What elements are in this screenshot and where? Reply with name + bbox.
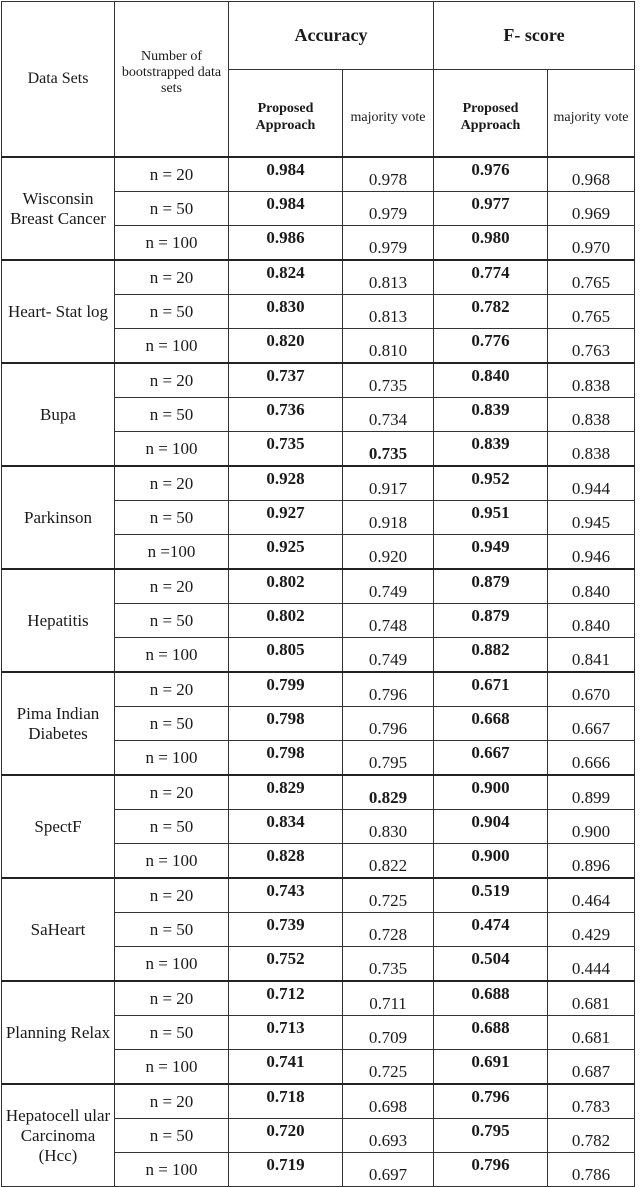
accuracy-majority-cell: 0.697 <box>343 1153 434 1187</box>
accuracy-majority-cell: 0.735 <box>343 363 434 398</box>
accuracy-majority-cell: 0.725 <box>343 878 434 913</box>
fscore-majority-cell: 0.783 <box>548 1084 635 1119</box>
fscore-majority-cell: 0.838 <box>548 398 635 432</box>
fscore-proposed-cell: 0.796 <box>434 1153 548 1187</box>
bootstrap-count-cell: n = 20 <box>115 466 229 501</box>
table-row <box>2 775 635 810</box>
fscore-proposed-cell: 0.879 <box>434 569 548 604</box>
bootstrap-count-cell: n = 100 <box>115 741 229 776</box>
table-row <box>2 157 635 192</box>
bootstrap-count-cell: n = 50 <box>115 1016 229 1050</box>
bootstrap-count-cell: n = 20 <box>115 363 229 398</box>
accuracy-majority-cell: 0.734 <box>343 398 434 432</box>
accuracy-proposed-cell: 0.802 <box>229 569 343 604</box>
fscore-majority-cell: 0.444 <box>548 947 635 982</box>
fscore-majority-cell: 0.946 <box>548 535 635 570</box>
accuracy-majority-cell: 0.918 <box>343 501 434 535</box>
accuracy-proposed-cell: 0.820 <box>229 329 343 364</box>
dataset-name-cell: Heart- Stat log <box>2 260 115 363</box>
bootstrap-count-cell: n = 50 <box>115 604 229 638</box>
accuracy-majority-cell: 0.920 <box>343 535 434 570</box>
fscore-proposed-cell: 0.795 <box>434 1119 548 1153</box>
accuracy-proposed-cell: 0.984 <box>229 157 343 192</box>
bootstrap-count-cell: n = 20 <box>115 878 229 913</box>
fscore-majority-cell: 0.464 <box>548 878 635 913</box>
fscore-majority-cell: 0.944 <box>548 466 635 501</box>
bootstrap-count-cell: n = 100 <box>115 1050 229 1085</box>
accuracy-proposed-cell: 0.712 <box>229 981 343 1016</box>
fscore-proposed-cell: 0.474 <box>434 913 548 947</box>
fscore-majority-cell: 0.838 <box>548 363 635 398</box>
header-accuracy-majority: majority vote <box>343 70 434 158</box>
bootstrap-count-cell: n = 20 <box>115 1084 229 1119</box>
bootstrap-count-cell: n = 100 <box>115 638 229 673</box>
bootstrap-count-cell: n = 50 <box>115 1119 229 1153</box>
bootstrap-count-cell: n = 50 <box>115 192 229 226</box>
accuracy-majority-cell: 0.979 <box>343 226 434 261</box>
bootstrap-count-cell: n = 50 <box>115 707 229 741</box>
fscore-majority-cell: 0.896 <box>548 844 635 879</box>
fscore-majority-cell: 0.840 <box>548 569 635 604</box>
table-row <box>2 466 635 501</box>
fscore-proposed-cell: 0.949 <box>434 535 548 570</box>
accuracy-proposed-cell: 0.798 <box>229 707 343 741</box>
fscore-majority-cell: 0.899 <box>548 775 635 810</box>
fscore-proposed-cell: 0.839 <box>434 398 548 432</box>
table-row <box>2 1084 635 1119</box>
dataset-name-cell: Hepatocell ular Carcinoma (Hcc) <box>2 1084 115 1187</box>
dataset-name-cell: Wisconsin Breast Cancer <box>2 157 115 260</box>
fscore-proposed-cell: 0.977 <box>434 192 548 226</box>
dataset-name-cell: Bupa <box>2 363 115 466</box>
accuracy-majority-cell: 0.725 <box>343 1050 434 1085</box>
accuracy-proposed-cell: 0.713 <box>229 1016 343 1050</box>
fscore-proposed-cell: 0.776 <box>434 329 548 364</box>
fscore-proposed-cell: 0.504 <box>434 947 548 982</box>
fscore-proposed-cell: 0.839 <box>434 432 548 467</box>
dataset-name-cell: SaHeart <box>2 878 115 981</box>
fscore-majority-cell: 0.666 <box>548 741 635 776</box>
header-accuracy: Accuracy <box>229 2 434 70</box>
bootstrap-count-cell: n = 20 <box>115 569 229 604</box>
fscore-majority-cell: 0.969 <box>548 192 635 226</box>
fscore-proposed-cell: 0.667 <box>434 741 548 776</box>
accuracy-majority-cell: 0.749 <box>343 638 434 673</box>
accuracy-majority-cell: 0.693 <box>343 1119 434 1153</box>
accuracy-majority-cell: 0.796 <box>343 707 434 741</box>
bootstrap-count-cell: n = 50 <box>115 501 229 535</box>
table-row <box>2 363 635 398</box>
accuracy-proposed-cell: 0.834 <box>229 810 343 844</box>
accuracy-majority-cell: 0.810 <box>343 329 434 364</box>
bootstrap-count-cell: n = 20 <box>115 775 229 810</box>
accuracy-proposed-cell: 0.718 <box>229 1084 343 1119</box>
fscore-majority-cell: 0.786 <box>548 1153 635 1187</box>
accuracy-proposed-cell: 0.752 <box>229 947 343 982</box>
accuracy-proposed-cell: 0.829 <box>229 775 343 810</box>
accuracy-proposed-cell: 0.928 <box>229 466 343 501</box>
fscore-majority-cell: 0.765 <box>548 260 635 295</box>
accuracy-majority-cell: 0.796 <box>343 672 434 707</box>
fscore-majority-cell: 0.681 <box>548 981 635 1016</box>
accuracy-proposed-cell: 0.798 <box>229 741 343 776</box>
dataset-name-cell: Pima Indian Diabetes <box>2 672 115 775</box>
accuracy-majority-cell: 0.748 <box>343 604 434 638</box>
fscore-majority-cell: 0.900 <box>548 810 635 844</box>
accuracy-majority-cell: 0.813 <box>343 295 434 329</box>
accuracy-proposed-cell: 0.830 <box>229 295 343 329</box>
header-data-sets: Data Sets <box>2 2 115 158</box>
accuracy-majority-cell: 0.795 <box>343 741 434 776</box>
bootstrap-count-cell: n = 50 <box>115 810 229 844</box>
accuracy-proposed-cell: 0.927 <box>229 501 343 535</box>
accuracy-majority-cell: 0.917 <box>343 466 434 501</box>
accuracy-proposed-cell: 0.805 <box>229 638 343 673</box>
header-fscore-proposed: Proposed Approach <box>434 70 548 158</box>
bootstrap-count-cell: n = 20 <box>115 260 229 295</box>
fscore-majority-cell: 0.763 <box>548 329 635 364</box>
header-number-of-bootstrapped: Number of bootstrapped data sets <box>115 2 229 158</box>
accuracy-proposed-cell: 0.720 <box>229 1119 343 1153</box>
fscore-proposed-cell: 0.900 <box>434 775 548 810</box>
fscore-majority-cell: 0.765 <box>548 295 635 329</box>
fscore-proposed-cell: 0.671 <box>434 672 548 707</box>
accuracy-proposed-cell: 0.802 <box>229 604 343 638</box>
header-fscore: F- score <box>434 2 635 70</box>
results-table <box>1 1 635 1187</box>
accuracy-majority-cell: 0.979 <box>343 192 434 226</box>
fscore-proposed-cell: 0.952 <box>434 466 548 501</box>
fscore-proposed-cell: 0.840 <box>434 363 548 398</box>
accuracy-majority-cell: 0.829 <box>343 775 434 810</box>
fscore-majority-cell: 0.840 <box>548 604 635 638</box>
accuracy-majority-cell: 0.830 <box>343 810 434 844</box>
fscore-proposed-cell: 0.976 <box>434 157 548 192</box>
fscore-proposed-cell: 0.796 <box>434 1084 548 1119</box>
dataset-name-cell: Planning Relax <box>2 981 115 1084</box>
accuracy-majority-cell: 0.709 <box>343 1016 434 1050</box>
fscore-majority-cell: 0.970 <box>548 226 635 261</box>
fscore-proposed-cell: 0.882 <box>434 638 548 673</box>
table-row <box>2 878 635 913</box>
fscore-majority-cell: 0.681 <box>548 1016 635 1050</box>
bootstrap-count-cell: n = 50 <box>115 913 229 947</box>
header-fscore-majority: majority vote <box>548 70 635 158</box>
accuracy-majority-cell: 0.698 <box>343 1084 434 1119</box>
accuracy-majority-cell: 0.822 <box>343 844 434 879</box>
accuracy-majority-cell: 0.749 <box>343 569 434 604</box>
accuracy-proposed-cell: 0.925 <box>229 535 343 570</box>
accuracy-majority-cell: 0.735 <box>343 432 434 467</box>
accuracy-proposed-cell: 0.743 <box>229 878 343 913</box>
fscore-proposed-cell: 0.774 <box>434 260 548 295</box>
accuracy-proposed-cell: 0.719 <box>229 1153 343 1187</box>
table-row <box>2 981 635 1016</box>
fscore-majority-cell: 0.687 <box>548 1050 635 1085</box>
accuracy-proposed-cell: 0.741 <box>229 1050 343 1085</box>
bootstrap-count-cell: n = 100 <box>115 844 229 879</box>
header-accuracy-proposed: Proposed Approach <box>229 70 343 158</box>
fscore-majority-cell: 0.945 <box>548 501 635 535</box>
fscore-proposed-cell: 0.900 <box>434 844 548 879</box>
accuracy-proposed-cell: 0.735 <box>229 432 343 467</box>
fscore-proposed-cell: 0.519 <box>434 878 548 913</box>
accuracy-majority-cell: 0.978 <box>343 157 434 192</box>
fscore-majority-cell: 0.838 <box>548 432 635 467</box>
accuracy-proposed-cell: 0.984 <box>229 192 343 226</box>
fscore-proposed-cell: 0.879 <box>434 604 548 638</box>
results-body <box>2 157 635 1187</box>
dataset-name-cell: Hepatitis <box>2 569 115 672</box>
fscore-proposed-cell: 0.904 <box>434 810 548 844</box>
fscore-proposed-cell: 0.691 <box>434 1050 548 1085</box>
bootstrap-count-cell: n = 50 <box>115 295 229 329</box>
accuracy-proposed-cell: 0.736 <box>229 398 343 432</box>
table-row <box>2 569 635 604</box>
fscore-majority-cell: 0.429 <box>548 913 635 947</box>
fscore-majority-cell: 0.841 <box>548 638 635 673</box>
table-row <box>2 672 635 707</box>
bootstrap-count-cell: n = 20 <box>115 672 229 707</box>
bootstrap-count-cell: n = 100 <box>115 947 229 982</box>
fscore-proposed-cell: 0.668 <box>434 707 548 741</box>
accuracy-majority-cell: 0.711 <box>343 981 434 1016</box>
fscore-majority-cell: 0.968 <box>548 157 635 192</box>
dataset-name-cell: Parkinson <box>2 466 115 569</box>
fscore-majority-cell: 0.670 <box>548 672 635 707</box>
dataset-name-cell: SpectF <box>2 775 115 878</box>
fscore-proposed-cell: 0.782 <box>434 295 548 329</box>
accuracy-proposed-cell: 0.824 <box>229 260 343 295</box>
bootstrap-count-cell: n = 100 <box>115 329 229 364</box>
bootstrap-count-cell: n = 100 <box>115 432 229 467</box>
fscore-proposed-cell: 0.951 <box>434 501 548 535</box>
fscore-proposed-cell: 0.688 <box>434 981 548 1016</box>
accuracy-majority-cell: 0.813 <box>343 260 434 295</box>
bootstrap-count-cell: n = 100 <box>115 226 229 261</box>
accuracy-proposed-cell: 0.799 <box>229 672 343 707</box>
bootstrap-count-cell: n = 100 <box>115 1153 229 1187</box>
fscore-majority-cell: 0.667 <box>548 707 635 741</box>
bootstrap-count-cell: n =100 <box>115 535 229 570</box>
accuracy-proposed-cell: 0.986 <box>229 226 343 261</box>
fscore-proposed-cell: 0.980 <box>434 226 548 261</box>
fscore-proposed-cell: 0.688 <box>434 1016 548 1050</box>
accuracy-majority-cell: 0.735 <box>343 947 434 982</box>
accuracy-proposed-cell: 0.828 <box>229 844 343 879</box>
bootstrap-count-cell: n = 20 <box>115 157 229 192</box>
fscore-majority-cell: 0.782 <box>548 1119 635 1153</box>
table-row <box>2 260 635 295</box>
accuracy-majority-cell: 0.728 <box>343 913 434 947</box>
accuracy-proposed-cell: 0.737 <box>229 363 343 398</box>
bootstrap-count-cell: n = 50 <box>115 398 229 432</box>
accuracy-proposed-cell: 0.739 <box>229 913 343 947</box>
bootstrap-count-cell: n = 20 <box>115 981 229 1016</box>
